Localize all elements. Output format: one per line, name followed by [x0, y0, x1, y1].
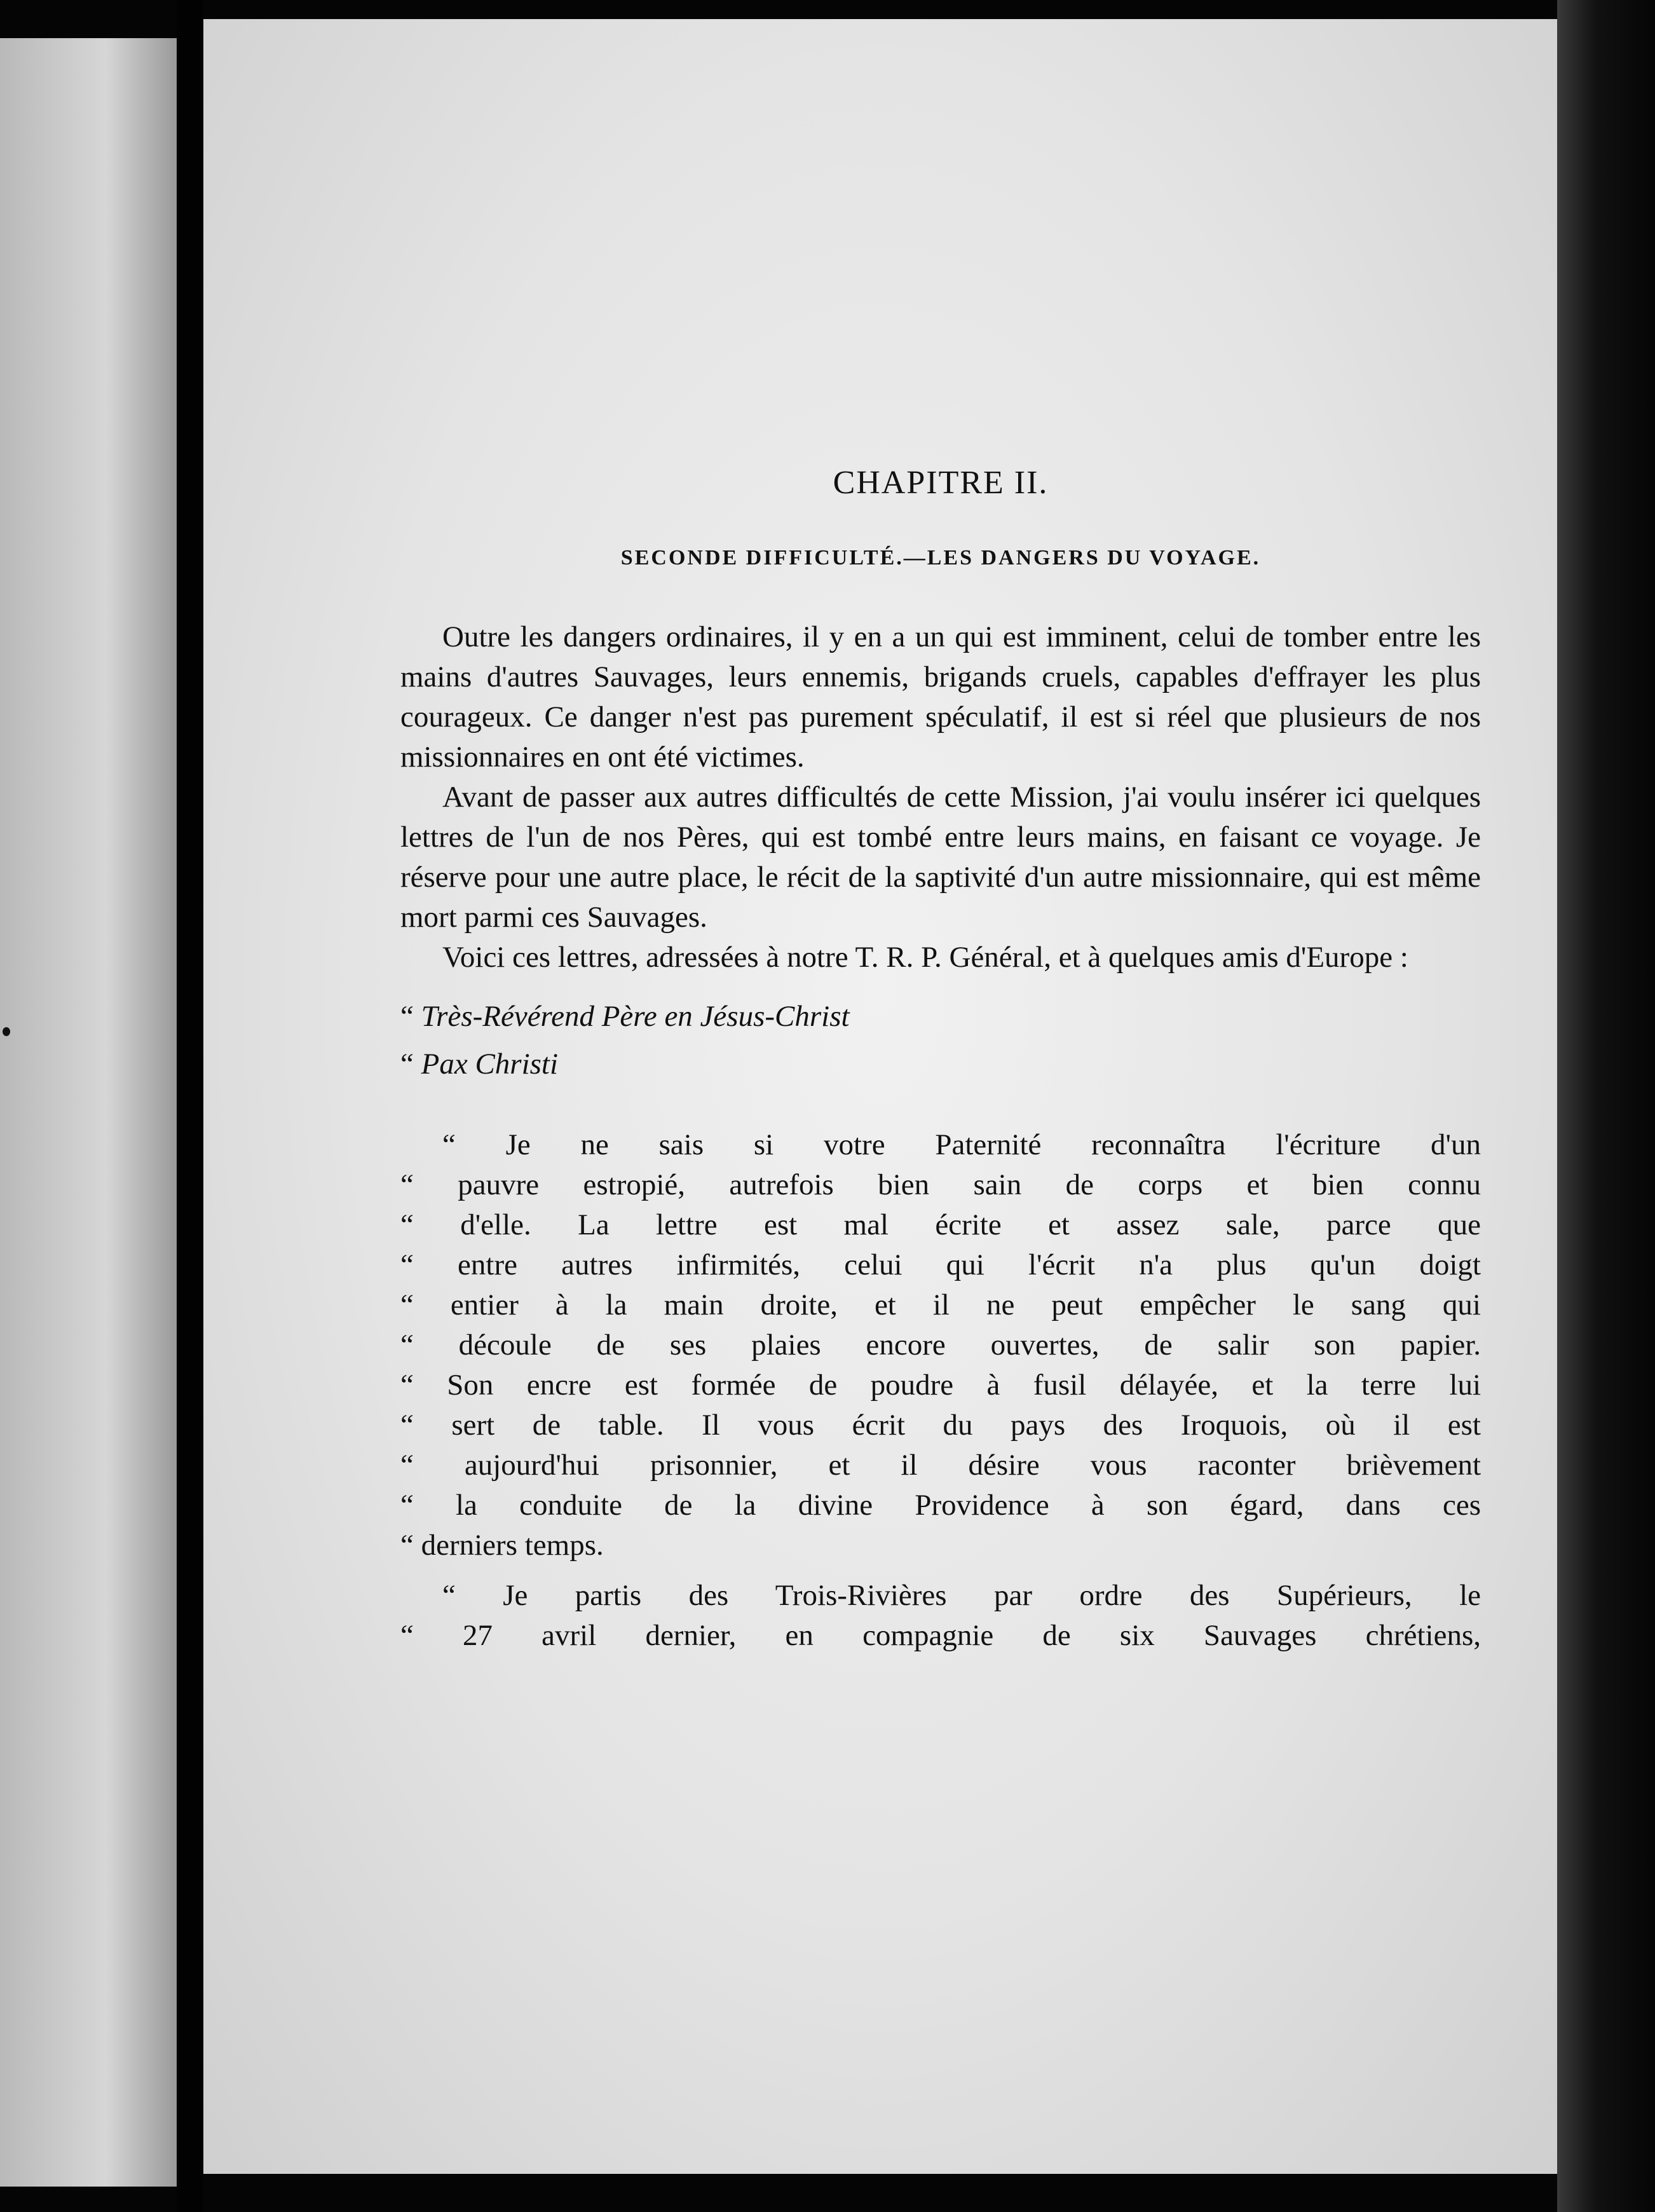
letter-line: “ derniers temps.: [400, 1529, 604, 1562]
letter-line: “ sert de table. Il vous écrit du pays des Iroquois, où il est: [400, 1409, 1481, 1442]
letter-line: “ Son encre est formée de poudre à fusil délayée, et la terre lui: [400, 1369, 1481, 1402]
salutation-line-1: [400, 997, 1481, 1037]
letter-line: “ la conduite de la divine Providence à son égard, dans ces: [400, 1489, 1481, 1522]
letter-line: “ entier à la main droite, et il ne peut empêcher le sang qui: [400, 1288, 1481, 1321]
letter-line: “ Je partis des Trois-Rivières par ordre des Supérieurs, le: [442, 1579, 1481, 1612]
quote-mark: “: [400, 1000, 414, 1033]
letter-line: “ découle de ses plaies encore ouvertes, de salir son papier.: [400, 1328, 1481, 1362]
right-page-edge: [1557, 0, 1655, 2212]
salutation-text-1: Très-Révérend Père en Jésus-Christ: [421, 1000, 850, 1033]
book-page: [203, 19, 1557, 2174]
letter-paragraph-2: [400, 1576, 1481, 1656]
letter-line: “ entre autres infirmités, celui qui l'écrit n'a plus qu'un doigt: [400, 1248, 1481, 1281]
book-gutter: [177, 0, 203, 2212]
quote-mark: “: [400, 1048, 414, 1081]
ink-speck: [3, 1027, 10, 1036]
letter-line: “ aujourd'hui prisonnier, et il désire vous raconter brièvement: [400, 1449, 1481, 1482]
chapter-title: CHAPITRE II.: [833, 465, 1049, 501]
letter-line: “ pauvre estropié, autrefois bien sain de corps et bien connu: [400, 1168, 1481, 1201]
paragraph-3: Voici ces lettres, adressées à notre T. R. P. Général, et à quelques amis d'Europe :: [442, 941, 1408, 974]
paragraph-2: Avant de passer aux autres difficultés de cette Mission, j'ai voulu insérer ici quelques lettres de l'un de nos Pères, qui est tombé entre leurs mains, en faisant ce voyage. Je réserve pour une autre place, le récit de la saptivité d'un autre missionnaire, qui est même mort parmi ces Sauvages.: [400, 781, 1481, 934]
letter-line: “ Je ne sais si votre Paternité reconnaîtra l'écriture d'un: [442, 1128, 1481, 1161]
facing-page-edge: [0, 38, 177, 2187]
salutation-text-2: Pax Christi: [421, 1048, 559, 1081]
salutation-line-2: [400, 1044, 1481, 1084]
page-content: [400, 464, 1481, 1656]
chapter-subtitle: SECONDE DIFFICULTÉ.—LES DANGERS DU VOYAGE.: [620, 546, 1261, 570]
paragraph-1: Outre les dangers ordinaires, il y en a un qui est imminent, celui de tomber entre les mains d'autres Sauvages, leurs ennemis, brigands cruels, capables d'effrayer les plus courageux. Ce danger n'est pas purement spéculatif, il est si réel que plusieurs de nos missionnaires en ont été victimes.: [400, 620, 1481, 774]
letter-paragraph-1: [400, 1125, 1481, 1566]
letter-line: “ 27 avril dernier, en compagnie de six Sauvages chrétiens,: [400, 1619, 1481, 1652]
letter-line: “ d'elle. La lettre est mal écrite et assez sale, parce que: [400, 1208, 1481, 1241]
